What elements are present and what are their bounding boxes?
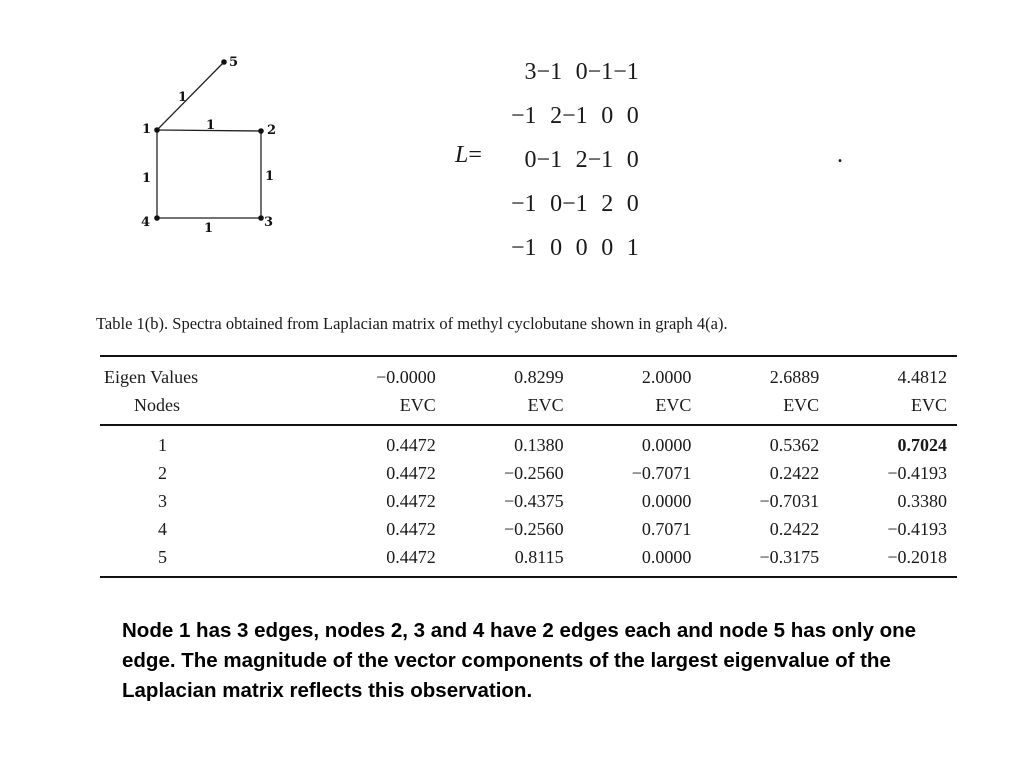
eigenvalues-label: Eigen Values (100, 356, 318, 392)
evc-header-4: EVC (701, 392, 829, 425)
evc-value-cell: −0.4375 (503, 491, 564, 511)
evc-value-cell: 0.0000 (574, 544, 702, 577)
node-id-cell: 5 (100, 544, 318, 577)
node-2-label: 2 (267, 123, 277, 138)
matrix-cell: 0 (575, 58, 588, 85)
node-1-label: 1 (142, 122, 152, 137)
evc-value-cell: −0.7071 (631, 463, 692, 483)
matrix-row (511, 50, 639, 94)
evc-value-cell: 0.4472 (386, 491, 436, 511)
matrix-cell: 2 (550, 102, 563, 129)
evc-header-5: EVC (829, 392, 957, 425)
evc-value-cell: −0.3175 (701, 544, 829, 577)
edge-1-5-weight: 1 (178, 90, 188, 105)
matrix-cell: 0 (601, 234, 614, 261)
evc-value-cell: −0.7031 (759, 491, 820, 511)
evc-value-cell: −0.4193 (887, 519, 947, 539)
matrix-period: . (837, 142, 843, 168)
graph-edges (157, 62, 261, 218)
node-id-cell: 1 (158, 435, 167, 455)
matrix-equals: = (468, 142, 482, 168)
matrix-cell: 0 (550, 190, 563, 217)
methyl-cyclobutane-graph (130, 48, 290, 248)
node-2-dot (258, 128, 264, 134)
evc-value-cell: 0.3380 (897, 491, 947, 511)
edge-3-4-weight: 1 (204, 221, 214, 236)
evc-value-cell: 0.4472 (386, 463, 436, 483)
matrix-cell: 0 (524, 146, 537, 173)
eigenvalue-5: 4.4812 (829, 356, 957, 392)
node-id-cell: 2 (158, 463, 167, 483)
table-row (100, 460, 957, 488)
matrix-cell: −1 (536, 146, 563, 173)
table-row (100, 516, 957, 544)
node-id-cell: 4 (158, 519, 167, 539)
node-4-label: 4 (141, 215, 151, 230)
matrix-cell: 0 (626, 190, 639, 217)
evc-value-cell: 0.2422 (769, 463, 820, 483)
matrix-row (511, 94, 639, 138)
matrix-row (511, 226, 639, 270)
nodes-header-row (100, 392, 957, 425)
evc-value-cell: 0.2422 (769, 519, 820, 539)
eigenvalue-3: 2.0000 (574, 356, 702, 392)
evc-value-cell: 0.1380 (514, 435, 564, 455)
matrix-cell: 3 (524, 58, 537, 85)
node-3-label: 3 (264, 215, 274, 230)
matrix-cell: −1 (511, 234, 537, 261)
matrix-grid (511, 50, 639, 270)
graph-nodes (154, 59, 264, 221)
evc-value-cell: 0.0000 (641, 491, 692, 511)
matrix-cell: −1 (511, 190, 537, 217)
table-row (100, 425, 957, 460)
evc-value-cell: −0.2560 (503, 519, 564, 539)
table-row (100, 488, 957, 516)
matrix-cell: −1 (511, 102, 537, 129)
spectra-table (100, 355, 957, 578)
matrix-row (511, 182, 639, 226)
eigenvalue-1: −0.0000 (318, 356, 446, 392)
nodes-label: Nodes (100, 392, 318, 425)
table-caption: Table 1(b). Spectra obtained from Laplacian matrix of methyl cyclobutane shown in graph 4(a). (96, 314, 728, 333)
node-5-dot (221, 59, 227, 65)
evc-value-cell: 0.4472 (318, 544, 446, 577)
evc-header-3: EVC (574, 392, 702, 425)
matrix-lhs (455, 142, 482, 169)
node-id-cell: 3 (158, 491, 167, 511)
matrix-cell: −1 (613, 58, 639, 85)
evc-header-2: EVC (446, 392, 574, 425)
evc-value-cell: 0.4472 (386, 435, 436, 455)
matrix-cell: −1 (562, 190, 588, 217)
eigenvalue-2: 0.8299 (446, 356, 574, 392)
evc-header-1: EVC (318, 392, 446, 425)
matrix-variable: L (455, 142, 469, 168)
matrix-cell: 1 (626, 234, 639, 261)
matrix-cell: 0 (575, 234, 588, 261)
node-3-dot (258, 215, 264, 221)
eigenvalues-header-row (100, 356, 957, 392)
matrix-cell: −1 (587, 58, 614, 85)
evc-value-cell: 0.8115 (446, 544, 574, 577)
node-1-dot (154, 127, 160, 133)
evc-value-cell: −0.2018 (829, 544, 957, 577)
edge-2-3-weight: 1 (265, 169, 275, 184)
eigenvalue-4: 2.6889 (701, 356, 829, 392)
matrix-cell: 2 (601, 190, 614, 217)
matrix-row (511, 138, 639, 182)
evc-value-cell: 0.4472 (386, 519, 436, 539)
matrix-cell: 0 (550, 234, 563, 261)
matrix-cell: −1 (562, 102, 588, 129)
matrix-cell: −1 (587, 146, 614, 173)
observation-note: Node 1 has 3 edges, nodes 2, 3 and 4 have 2 edges each and node 5 has only one edge. The magnitude of the vector components of the largest eigenvalue of the Laplacian matrix reflects this observation. (122, 619, 917, 702)
table-row (100, 544, 957, 577)
matrix-cell: −1 (536, 58, 563, 85)
evc-value-cell: 0.5362 (769, 435, 820, 455)
matrix-cell: 2 (575, 146, 588, 173)
node-4-dot (154, 215, 160, 221)
node-5-label: 5 (229, 55, 239, 70)
evc-value-cell: 0.0000 (641, 435, 692, 455)
evc-value-cell: 0.7024 (897, 435, 947, 455)
matrix-cell: 0 (626, 146, 639, 173)
edge-1-4-weight: 1 (142, 171, 152, 186)
evc-value-cell: −0.4193 (887, 463, 947, 483)
matrix-cell: 0 (601, 102, 614, 129)
evc-value-cell: 0.7071 (641, 519, 692, 539)
matrix-cell: 0 (626, 102, 639, 129)
evc-value-cell: −0.2560 (503, 463, 564, 483)
edge-1-2-weight: 1 (206, 118, 216, 133)
